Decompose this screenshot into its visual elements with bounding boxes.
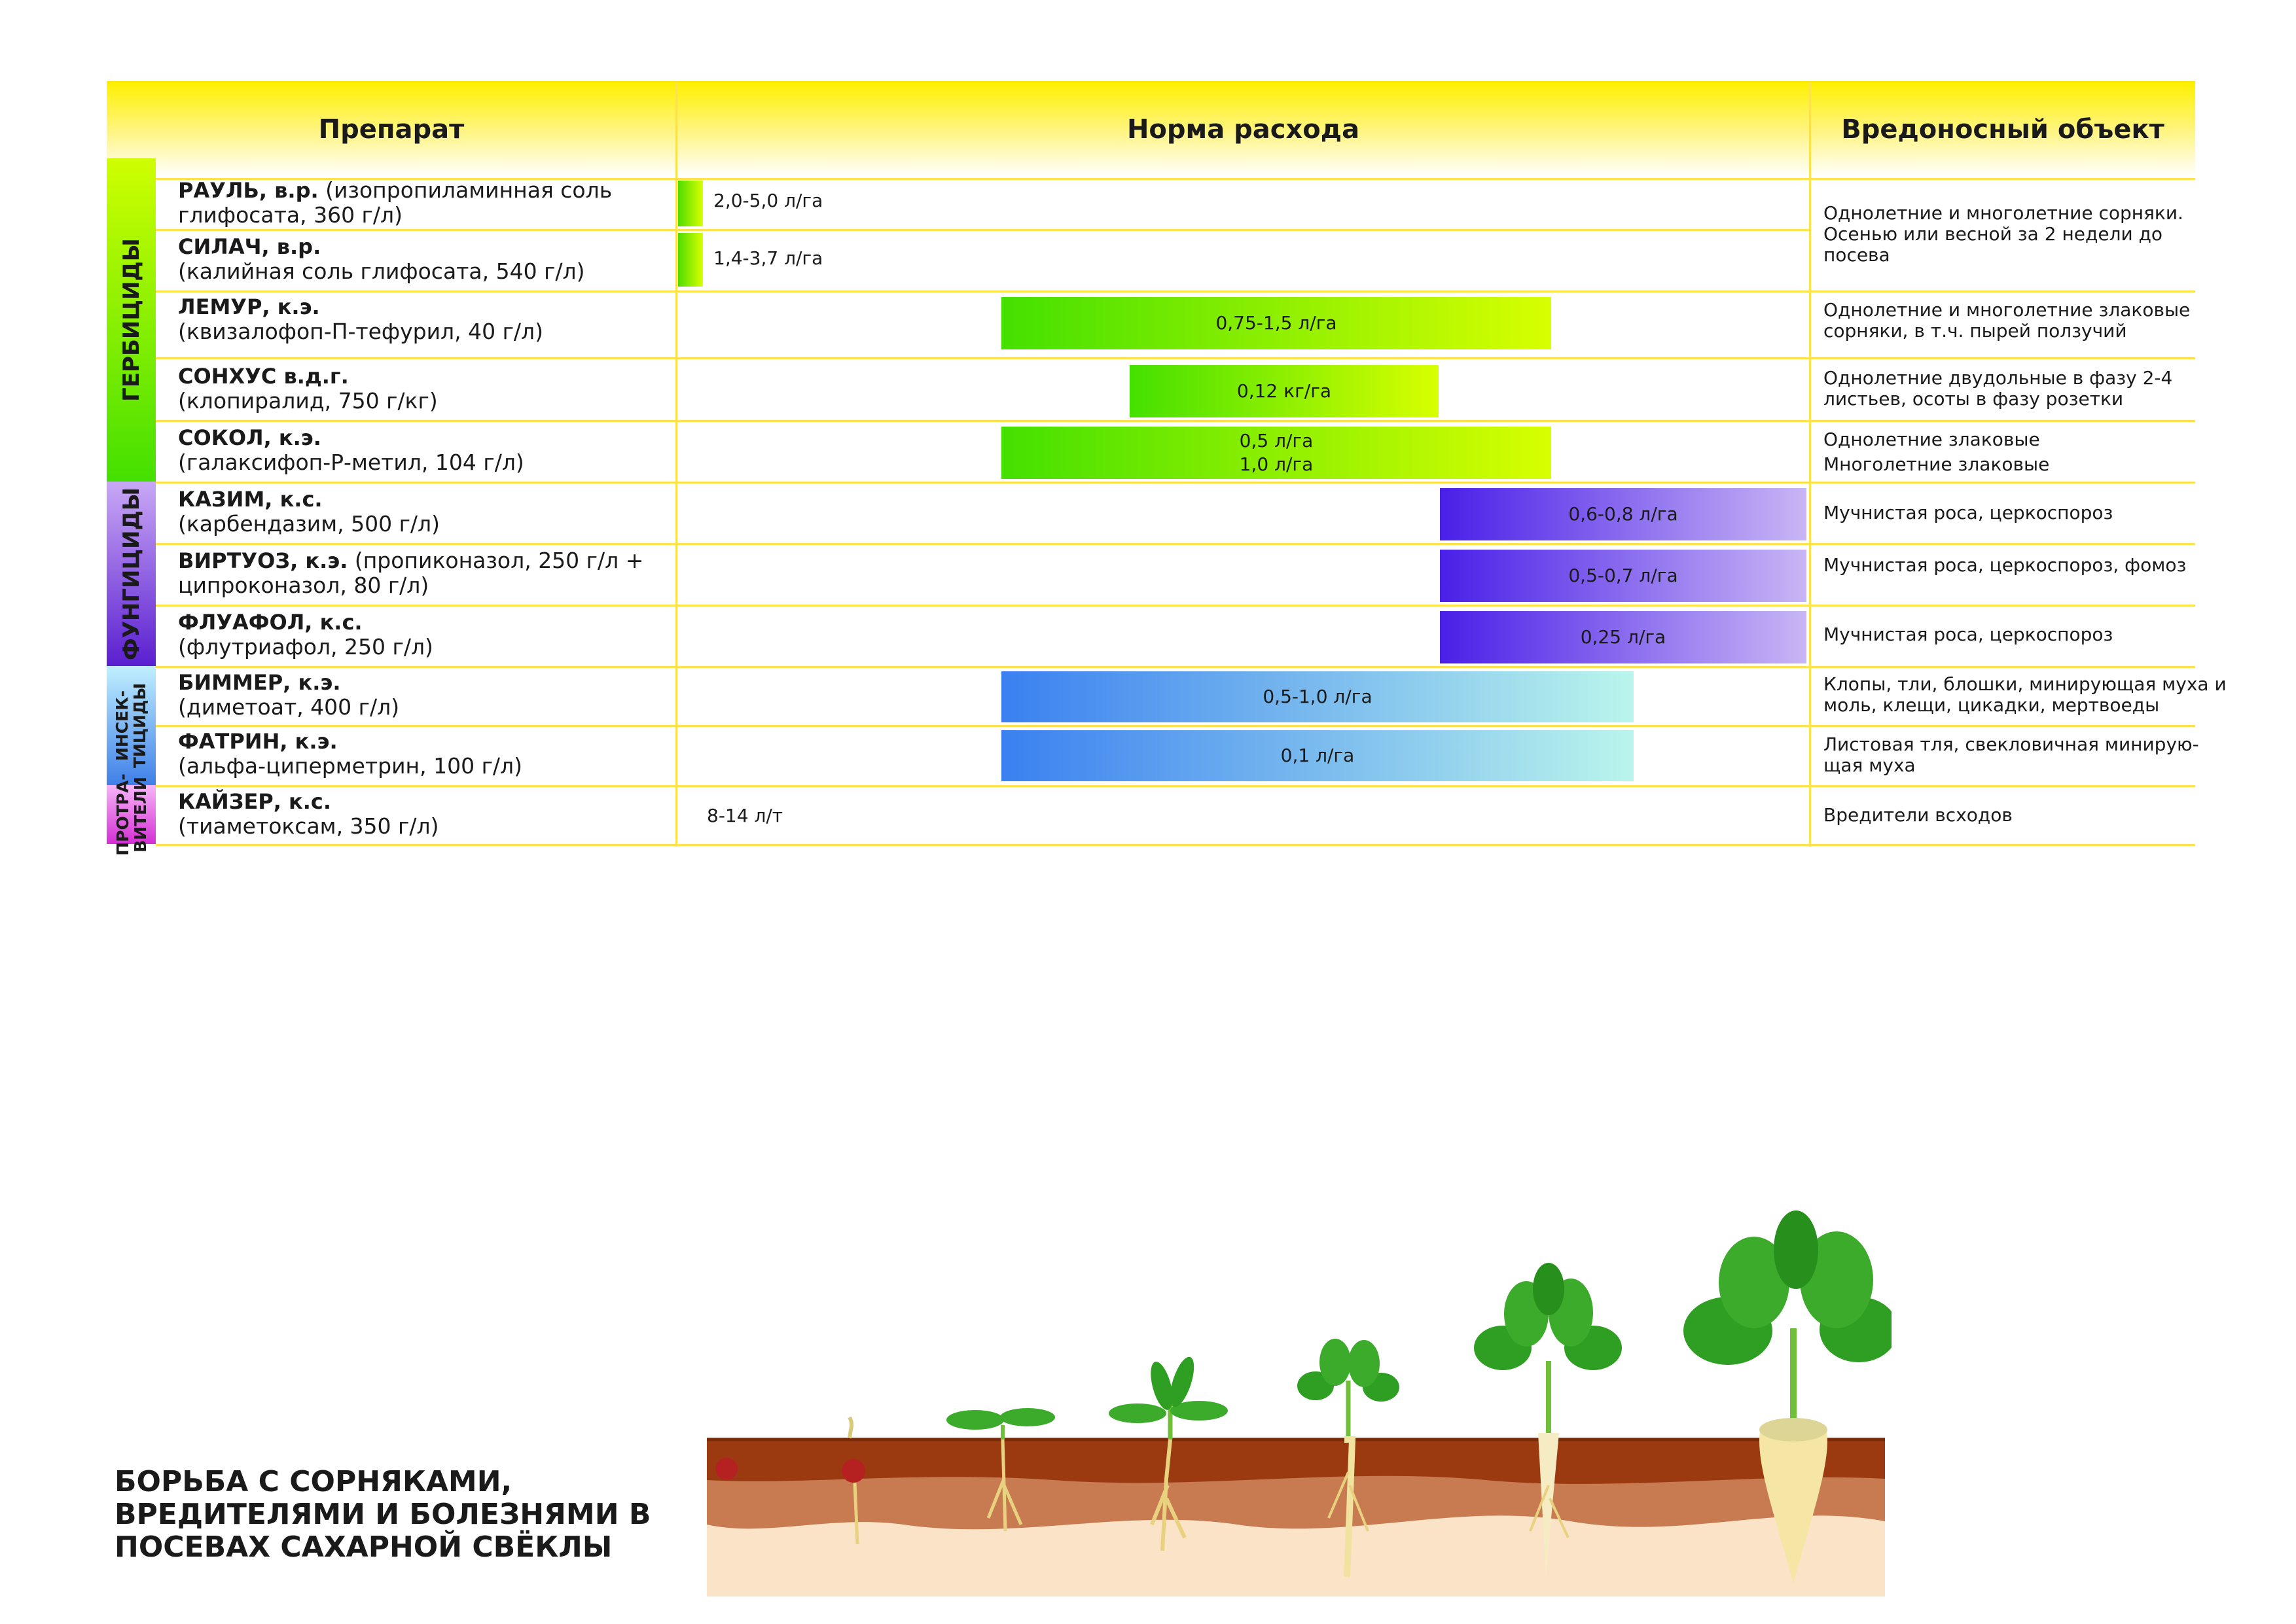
product-bimmer: [178, 670, 675, 719]
product-desc: (диметоат, 400 г/л): [178, 694, 400, 720]
category-insecticides: [107, 666, 156, 785]
row-line: [156, 666, 2195, 668]
product-desc: (тиаметоксам, 350 г/л): [178, 813, 439, 839]
row-line: [156, 543, 2195, 545]
poster-title: БОРЬБА С СОРНЯКАМИ, ВРЕДИТЕЛЯМИ И БОЛЕЗНЯМИ В ПОСЕВАХ САХАРНОЙ СВЁКЛЫ: [115, 1465, 651, 1564]
row-line: [156, 229, 1809, 231]
product-lemur: [178, 294, 675, 344]
row-line: [156, 605, 2195, 607]
category-fungicides-label: ФУНГИЦИДЫ: [118, 487, 145, 661]
header-rate-label: Норма расхода: [1126, 115, 1360, 145]
beet-growth-illustration: [700, 1210, 1892, 1603]
product-sokol: [178, 425, 675, 474]
product-desc: (клопиралид, 750 г/кг): [178, 388, 438, 414]
rate-label-kazim: 0,6-0,8 л/га: [1568, 503, 1678, 525]
rate-label-silach: 1,4-3,7 л/га: [713, 247, 823, 269]
rate-bar-raul: [678, 181, 703, 226]
target-kaizer: Вредители всходов: [1823, 804, 2013, 826]
rate-label-raul: 2,0-5,0 л/га: [713, 190, 823, 211]
product-desc: (карбендазим, 500 г/л): [178, 511, 440, 537]
target-kazim: Мучнистая роса, церкоспороз: [1823, 502, 2113, 523]
rate-bar-sonhus: [1130, 365, 1439, 417]
product-name: РАУЛЬ, в.р.: [178, 178, 319, 203]
row-line: [156, 291, 2195, 292]
product-desc: (калийная соль глифосата, 540 г/л): [178, 258, 585, 284]
row-line: [156, 482, 2195, 484]
row-line: [156, 844, 2195, 846]
rate-bar-kazim: [1440, 488, 1806, 540]
target-raul-silach: Однолетние и многолетние сорняки. Осенью или весной за 2 недели до посева: [1823, 202, 2183, 266]
column-divider: [1809, 82, 1811, 847]
product-name: ЛЕМУР, к.э.: [178, 294, 320, 319]
product-fatrin: [178, 729, 675, 778]
rate-label-fluafol: 0,25 л/га: [1580, 626, 1666, 648]
product-raul: [178, 178, 675, 227]
product-name: ФЛУАФОЛ, к.с.: [178, 610, 363, 635]
rate-label-sokol: 0,5 л/га: [1239, 430, 1314, 451]
target-virtuoz: Мучнистая роса, церкоспороз, фомоз: [1823, 554, 2187, 576]
category-insecticides-label: ИНСЕК- ТИЦИДЫ: [113, 682, 150, 769]
target-sokol-2: Многолетние злаковые: [1823, 453, 2050, 475]
product-name: СОКОЛ, к.э.: [178, 425, 321, 450]
rate-bar-silach: [678, 233, 703, 287]
target-fatrin: Листовая тля, свекловичная минирую-щая муха: [1823, 733, 2199, 776]
category-herbicides: [107, 158, 156, 482]
target-fluafol: Мучнистая роса, церкоспороз: [1823, 624, 2113, 645]
product-silach: [178, 234, 675, 283]
product-desc: (квизалофоп-П-тефурил, 40 г/л): [178, 319, 544, 344]
product-kaizer: [178, 789, 675, 838]
soil-top-layer: [707, 1439, 1885, 1484]
product-desc: (пропиконазол, 250 г/л + ципроконазол, 80 г/л): [178, 548, 644, 598]
category-seed-treatments-label: ПРОТРА- ВИТЕЛИ: [113, 773, 150, 856]
rate-label-sokol-2: 1,0 л/га: [1239, 453, 1314, 475]
product-name: БИММЕР, к.э.: [178, 670, 341, 695]
category-herbicides-label: ГЕРБИЦИДЫ: [118, 238, 145, 402]
header-target: [1810, 82, 2195, 177]
row-line: [156, 357, 2195, 359]
rate-bar-bimmer: [1001, 671, 1634, 722]
rate-label-fatrin: 0,1 л/га: [1280, 745, 1355, 766]
product-name: СОНХУС в.д.г.: [178, 364, 349, 389]
category-fungicides: [107, 482, 156, 666]
column-divider: [675, 82, 677, 847]
rate-bar-virtuoz: [1440, 550, 1806, 602]
row-line: [156, 725, 2195, 727]
product-sonhus: [178, 364, 675, 413]
product-name: ВИРТУОЗ, к.э.: [178, 548, 348, 573]
target-sokol-1: Однолетние злаковые: [1823, 429, 2040, 450]
rate-label-kaizer: 8-14 л/т: [707, 805, 783, 826]
rate-bar-lemur: [1001, 297, 1551, 349]
header-product: [107, 82, 676, 177]
row-line: [156, 785, 2195, 787]
rate-bar-fluafol: [1440, 611, 1806, 663]
target-lemur: Однолетние и многолетние злаковые сорняки, в т.ч. пырей ползучий: [1823, 299, 2191, 342]
product-virtuoz: [178, 548, 675, 597]
product-name: КАЗИМ, к.с.: [178, 487, 323, 512]
target-bimmer: Клопы, тли, блошки, минирующая муха и моль, клещи, цикадки, мертвоеды: [1823, 673, 2227, 716]
product-desc: (флутриафол, 250 г/л): [178, 634, 433, 660]
row-line: [156, 420, 2195, 422]
target-sonhus: Однолетние двудольные в фазу 2-4 листьев, осоты в фазу розетки: [1823, 367, 2173, 410]
rate-bar-fatrin: [1001, 730, 1634, 781]
rate-label-virtuoz: 0,5-0,7 л/га: [1568, 565, 1678, 586]
rate-bar-sokol: [1001, 427, 1551, 479]
product-desc: (изопропиламинная соль глифосата, 360 г/л): [178, 177, 613, 228]
header-target-label: Вредоносный объект: [1841, 115, 2164, 145]
rate-label-sonhus: 0,12 кг/га: [1236, 380, 1332, 402]
rate-label-lemur: 0,75-1,5 л/га: [1215, 312, 1337, 334]
product-name: КАЙЗЕР, к.с.: [178, 789, 332, 814]
rate-label-bimmer: 0,5-1,0 л/га: [1263, 686, 1372, 707]
product-fluafol: [178, 610, 675, 659]
product-name: СИЛАЧ, в.р.: [178, 234, 321, 259]
product-name: ФАТРИН, к.э.: [178, 729, 338, 754]
product-desc: (галаксифоп-Р-метил, 104 г/л): [178, 450, 524, 475]
beet-seed-stage-1: [715, 1458, 738, 1480]
product-kazim: [178, 487, 675, 536]
product-desc: (альфа-циперметрин, 100 г/л): [178, 753, 522, 779]
category-seed-treatments: [107, 773, 156, 856]
header-product-label: Препарат: [318, 115, 465, 145]
header-rate: [676, 82, 1810, 177]
